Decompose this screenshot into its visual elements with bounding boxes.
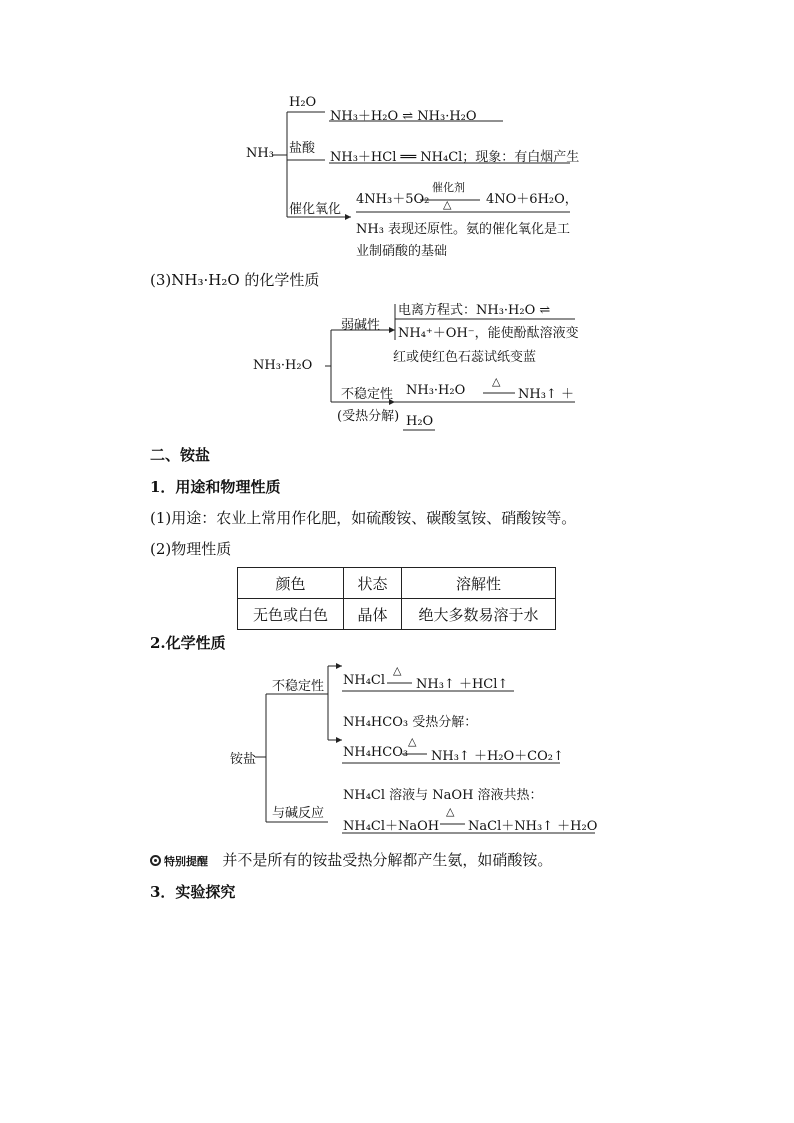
salt-alkali-heat: △ — [446, 805, 455, 818]
nh3-oxidation-eq-right: 4NO＋6H₂O， — [486, 192, 578, 207]
nh3-oxidation-eq-left: 4NH₃＋5O₂ — [356, 192, 430, 207]
nh3-oxidation-note-1: NH₃ 表现还原性。氨的催化氧化是工 — [356, 222, 571, 237]
table-row — [238, 599, 556, 630]
salt-alkali-eq-left: NH₄Cl＋NaOH — [343, 819, 440, 834]
nh3-oxidation-catalyst: 催化剂 — [432, 181, 465, 194]
salt-eq1-right: NH₃↑ ＋HCl↑ — [416, 677, 509, 692]
table-cell: 绝大多数易溶于水 — [402, 599, 556, 630]
nh3h2o-ionization-line-2: NH₄⁺＋OH⁻，能使酚酞溶液变 — [398, 326, 579, 341]
salt-root: 铵盐 — [230, 752, 257, 767]
tip-label: 特别提醒 — [164, 855, 208, 868]
nh3h2o-weak-base-label: 弱碱性 — [341, 318, 381, 333]
salt-eq2-right: NH₃↑ ＋H₂O＋CO₂↑ — [431, 749, 564, 764]
nh3h2o-decomp-heat: △ — [492, 375, 501, 388]
physical-props-table — [237, 567, 556, 630]
nh3-branch-hcl-eq: NH₃＋HCl ══ NH₄Cl；现象：有白烟产生 — [330, 150, 580, 165]
salt-alkali-label: 与碱反应 — [272, 806, 325, 821]
tip-target-icon — [150, 855, 161, 866]
special-tip — [150, 849, 552, 870]
table-header-cell: 颜色 — [238, 568, 344, 599]
salt-eq2-heat: △ — [408, 735, 417, 748]
section-3-title: (3)NH₃·H₂O 的化学性质 — [150, 271, 320, 289]
table-cell: 无色或白色 — [238, 599, 344, 630]
salt-alkali-note: NH₄Cl 溶液与 NaOH 溶液共热： — [343, 788, 543, 803]
usage-text: (1)用途：农业上常用作化肥，如硫酸铵、碳酸氢铵、硝酸铵等。 — [150, 509, 577, 527]
nh3-branch-oxidation-label: 催化氧化 — [289, 202, 342, 217]
nh3-oxidation-note-2: 业制硝酸的基础 — [356, 244, 448, 259]
nh3-root: NH₃ — [246, 146, 274, 161]
section-2-title: 二、铵盐 — [150, 446, 211, 464]
nh3-oxidation-heat: △ — [443, 198, 452, 211]
nh3h2o-decomp-eq-line-2: H₂O — [406, 414, 434, 429]
salt-unstable-label: 不稳定性 — [272, 679, 325, 694]
nh3h2o-ionization-line-3: 红或使红色石蕊试纸变蓝 — [393, 350, 537, 365]
nh3h2o-decomp-eq-left: NH₃·H₂O — [406, 383, 466, 398]
nh3-branch-hcl-label: 盐酸 — [289, 141, 316, 156]
nh3-branch-water-label: H₂O — [289, 95, 317, 110]
salt-eq1-left: NH₄Cl — [343, 673, 386, 688]
salt-nh4hco3-note: NH₄HCO₃ 受热分解： — [343, 715, 478, 730]
nh3h2o-decomp-eq-right: NH₃↑ ＋ — [518, 387, 574, 402]
table-header-row — [238, 568, 556, 599]
physical-props-title: (2)物理性质 — [150, 540, 232, 558]
table-cell: 晶体 — [344, 599, 402, 630]
nh3h2o-ionization-line-1: 电离方程式：NH₃·H₂O ⇌ — [398, 303, 551, 318]
salt-alkali-eq-right: NaCl＋NH₃↑ ＋H₂O — [468, 819, 598, 834]
salt-eq1-heat: △ — [393, 664, 402, 677]
nh3h2o-unstable-label: 不稳定性 — [341, 387, 394, 402]
nh3-branch-water-eq: NH₃＋H₂O ⇌ NH₃·H₂O — [330, 109, 477, 124]
subsection-1-title: 1．用途和物理性质 — [150, 478, 281, 496]
table-header-cell: 状态 — [344, 568, 402, 599]
subsection-2-title: 2.化学性质 — [150, 634, 226, 652]
salt-eq2-left: NH₄HCO₃ — [343, 745, 409, 760]
nh3h2o-root: NH₃·H₂O — [253, 358, 313, 373]
subsection-3-title: 3．实验探究 — [150, 883, 236, 901]
nh3h2o-unstable-sublabel: (受热分解) — [337, 409, 400, 424]
table-header-cell: 溶解性 — [402, 568, 556, 599]
tip-text: 并不是所有的铵盐受热分解都产生氨，如硝酸铵。 — [222, 851, 553, 869]
